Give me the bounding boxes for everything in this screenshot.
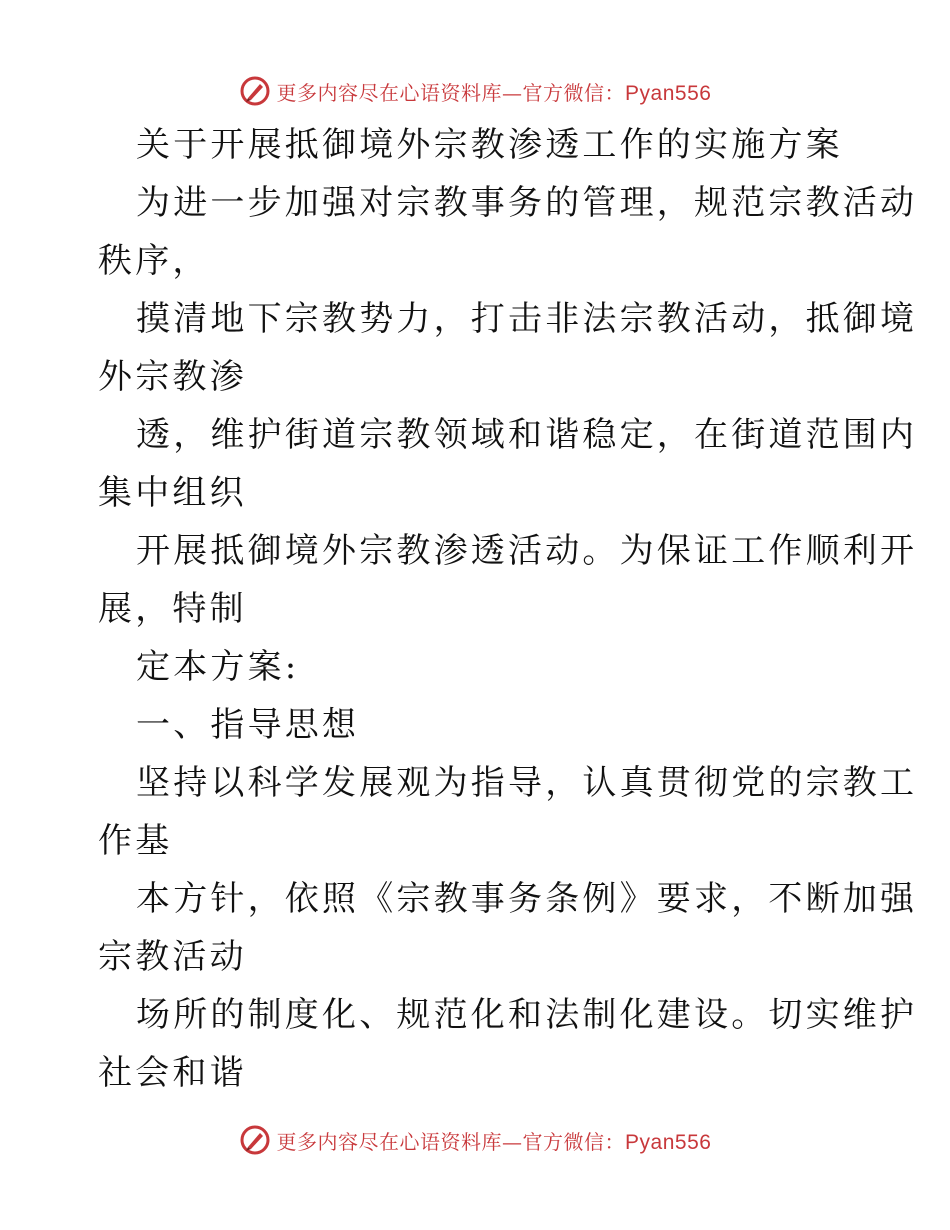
paragraph-line: 坚持以科学发展观为指导，认真贯彻党的宗教工 [136, 763, 918, 803]
footer-watermark [0, 1120, 950, 1160]
paragraph-line: 社会和谐 [98, 1053, 247, 1093]
watermark-text: 更多内容尽在心语资料库—官方微信：Pyan556 [276, 1129, 712, 1154]
paragraph-line: 为进一步加强对宗教事务的管理，规范宗教活动 [136, 183, 918, 223]
paragraph-line: 定本方案: [136, 647, 300, 687]
document-title: 关于开展抵御境外宗教渗透工作的实施方案 [136, 125, 843, 165]
quill-pen-logo-icon [239, 1124, 271, 1156]
paragraph-line: 外宗教渗 [98, 357, 247, 397]
paragraph-line: 本方针，依照《宗教事务条例》要求，不断加强 [136, 879, 918, 919]
paragraph-line: 展，特制 [98, 589, 247, 629]
paragraph-line: 开展抵御境外宗教渗透活动。为保证工作顺利开 [136, 531, 918, 571]
watermark-text: 更多内容尽在心语资料库—官方微信：Pyan556 [276, 80, 712, 105]
paragraph-line: 场所的制度化、规范化和法制化建设。切实维护 [136, 995, 918, 1035]
watermark-id: Pyan556 [625, 81, 712, 105]
header-watermark [0, 71, 950, 111]
section-heading: 一、指导思想 [136, 705, 360, 745]
document-body [98, 116, 918, 1102]
paragraph-line: 摸清地下宗教势力，打击非法宗教活动，抵御境 [136, 299, 918, 339]
paragraph-line: 集中组织 [98, 473, 247, 513]
watermark-id: Pyan556 [625, 1130, 712, 1154]
paragraph-line: 作基 [98, 821, 173, 861]
paragraph-line: 秩序， [98, 241, 210, 281]
paragraph-line: 透，维护街道宗教领域和谐稳定，在街道范围内 [136, 415, 918, 455]
paragraph-line: 宗教活动 [98, 937, 247, 977]
quill-pen-logo-icon [239, 75, 271, 107]
